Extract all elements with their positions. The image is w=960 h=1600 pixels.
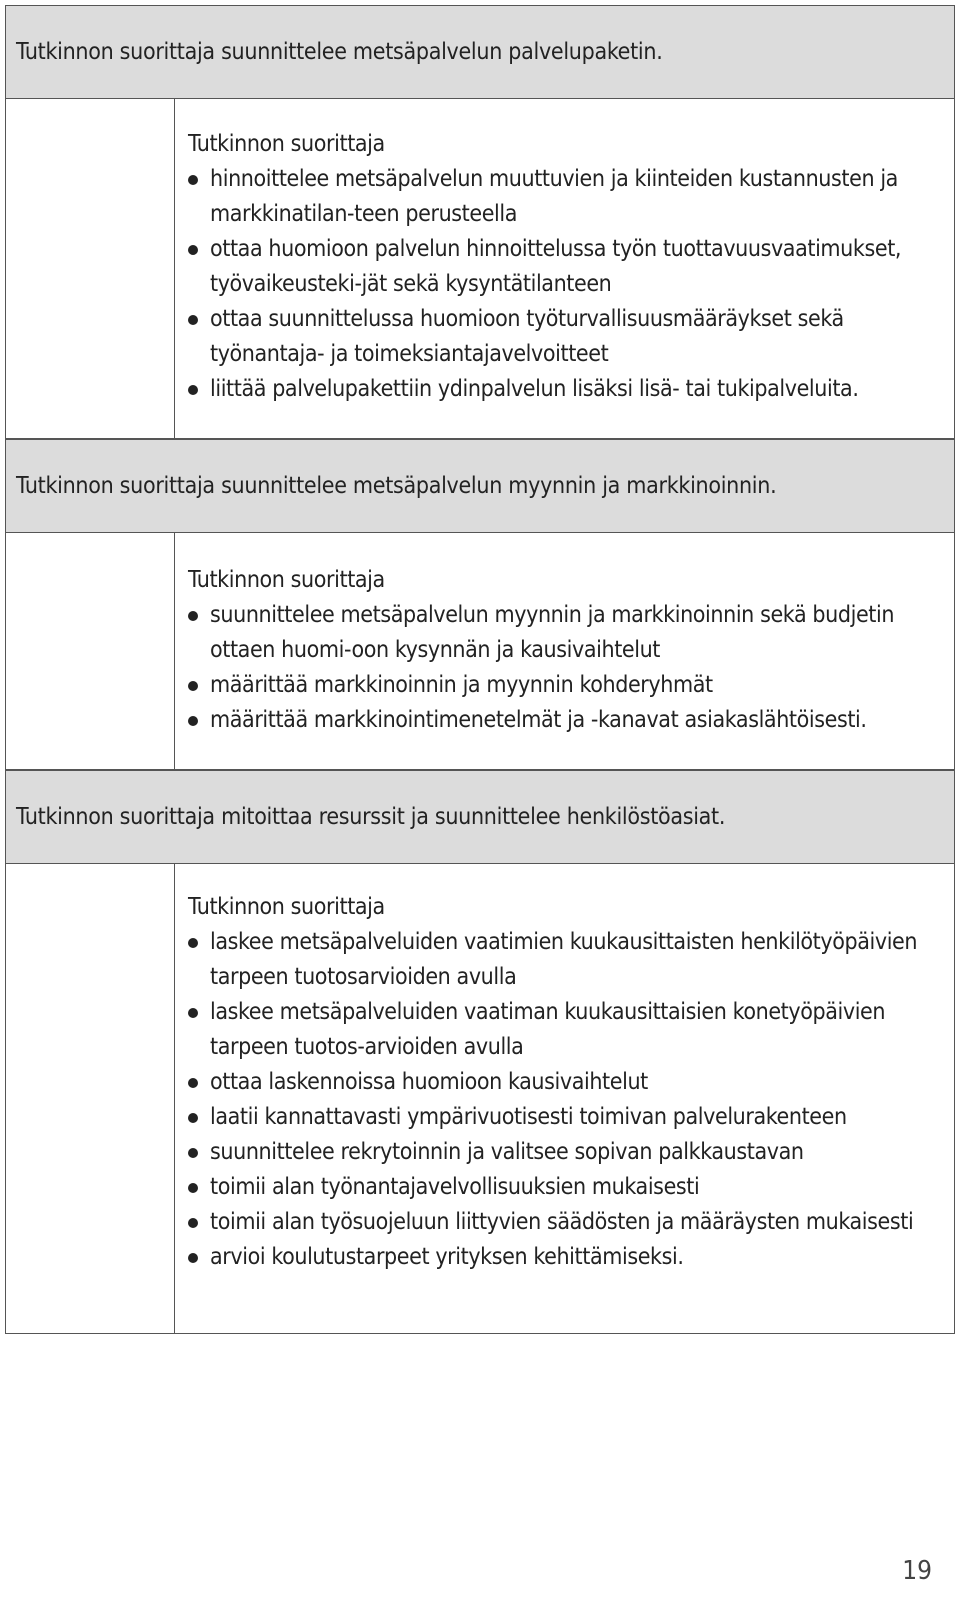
lead-text: Tutkinnon suorittaja [188, 131, 385, 157]
section-title: Tutkinnon suorittaja mitoittaa resurssit ja suunnittelee henkilöstöasiat. [16, 804, 726, 830]
section-header-1 [5, 5, 955, 99]
section-content [188, 563, 938, 738]
label-column [6, 864, 175, 1333]
list-item: määrittää markkinointimenetelmät ja -kanavat asiakaslähtöisesti. [188, 703, 938, 738]
list-item: laatii kannattavasti ympärivuotisesti toimivan palvelurakenteen [188, 1100, 938, 1135]
section-body-2 [5, 533, 955, 770]
list-item: ottaa huomioon palvelun hinnoittelussa työn tuottavuusvaatimukset, työvaikeusteki-jät sekä kysyntätilanteen [188, 232, 938, 302]
bullet-list [188, 598, 938, 738]
list-item: laskee metsäpalveluiden vaatimien kuukausittaisten henkilötyöpäivien tarpeen tuotosarvioiden avulla [188, 925, 938, 995]
bullet-icon [188, 1113, 198, 1123]
list-item: liittää palvelupakettiin ydinpalvelun lisäksi lisä- tai tukipalveluita. [188, 372, 938, 407]
section-content [188, 890, 938, 1275]
bullet-icon [188, 611, 198, 621]
list-item: ottaa suunnittelussa huomioon työturvallisuusmääräykset sekä työnantaja- ja toimeksiantajavelvoitteet [188, 302, 938, 372]
bullet-icon [188, 1148, 198, 1158]
list-item: hinnoittelee metsäpalvelun muuttuvien ja kiinteiden kustannusten ja markkinatilan-teen perusteella [188, 162, 938, 232]
lead-text: Tutkinnon suorittaja [188, 567, 385, 593]
section-body-1 [5, 99, 955, 439]
bullet-list [188, 162, 938, 407]
section-content [188, 127, 938, 407]
list-item: toimii alan työnantajavelvollisuuksien mukaisesti [188, 1170, 938, 1205]
list-item: laskee metsäpalveluiden vaatiman kuukausittaisien konetyöpäivien tarpeen tuotos-arvioiden avulla [188, 995, 938, 1065]
section-header-2 [5, 439, 955, 533]
bullet-icon [188, 1218, 198, 1228]
list-item: suunnittelee metsäpalvelun myynnin ja markkinoinnin sekä budjetin ottaen huomi-oon kysynnän ja kausivaihtelut [188, 598, 938, 668]
section-title: Tutkinnon suorittaja suunnittelee metsäpalvelun myynnin ja markkinoinnin. [16, 473, 777, 499]
bullet-icon [188, 1008, 198, 1018]
page-number: 19 [902, 1556, 932, 1586]
list-item: toimii alan työsuojeluun liittyvien säädösten ja määräysten mukaisesti [188, 1205, 938, 1240]
bullet-icon [188, 175, 198, 185]
label-column [6, 533, 175, 769]
bullet-icon [188, 1078, 198, 1088]
section-body-3 [5, 864, 955, 1334]
section-title: Tutkinnon suorittaja suunnittelee metsäpalvelun palvelupaketin. [16, 39, 663, 65]
bullet-list [188, 925, 938, 1275]
bullet-icon [188, 385, 198, 395]
bullet-icon [188, 716, 198, 726]
section-header-3 [5, 770, 955, 864]
list-item: arvioi koulutustarpeet yrityksen kehittämiseksi. [188, 1240, 938, 1275]
list-item: suunnittelee rekrytoinnin ja valitsee sopivan palkkaustavan [188, 1135, 938, 1170]
bullet-icon [188, 315, 198, 325]
label-column [6, 99, 175, 438]
bullet-icon [188, 938, 198, 948]
bullet-icon [188, 681, 198, 691]
lead-text: Tutkinnon suorittaja [188, 894, 385, 920]
bullet-icon [188, 245, 198, 255]
list-item: ottaa laskennoissa huomioon kausivaihtelut [188, 1065, 938, 1100]
bullet-icon [188, 1183, 198, 1193]
list-item: määrittää markkinoinnin ja myynnin kohderyhmät [188, 668, 938, 703]
bullet-icon [188, 1253, 198, 1263]
